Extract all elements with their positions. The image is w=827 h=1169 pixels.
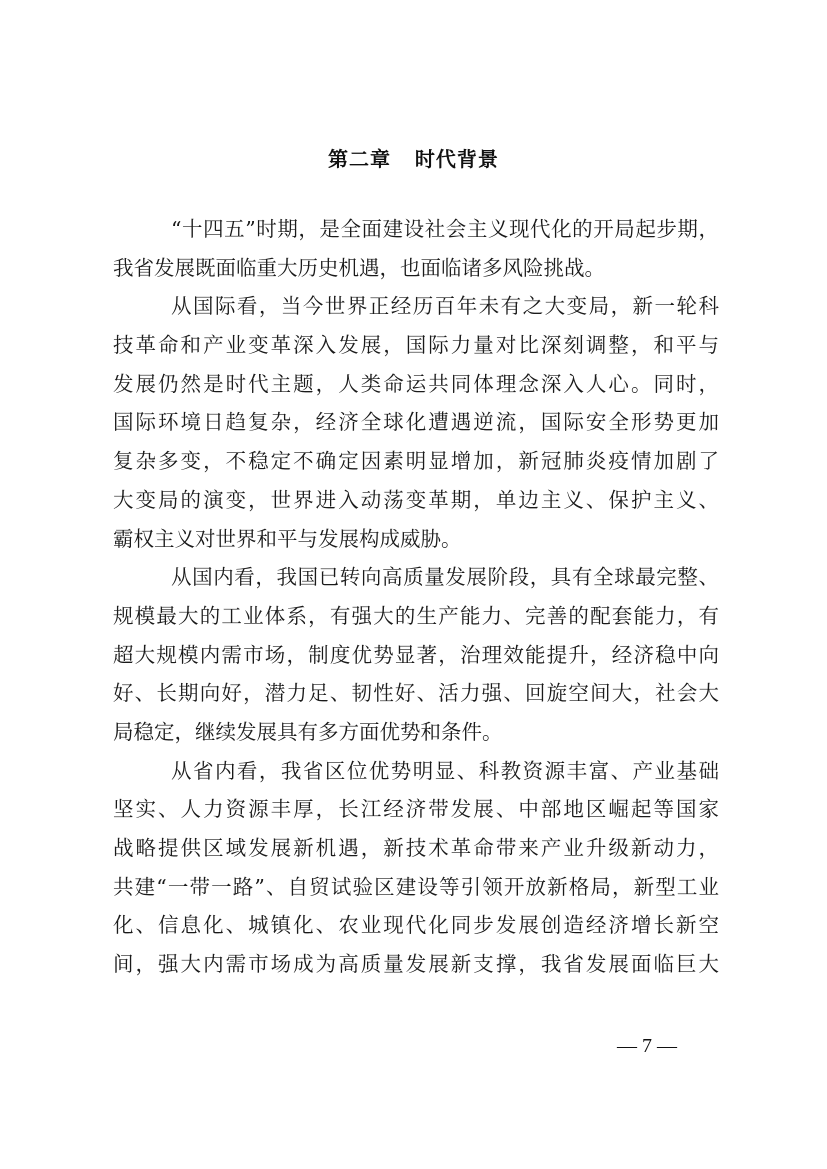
paragraph-line: 间，强大内需市场成为高质量发展新支撑，我省发展面临巨大 bbox=[113, 952, 719, 977]
paragraph-line: 从国际看，当今世界正经历百年未有之大变局，新一轮科 bbox=[171, 294, 719, 319]
paragraph-line: 局稳定，继续发展具有多方面优势和条件。 bbox=[113, 719, 503, 744]
paragraph-line: 我省发展既面临重大历史机遇，也面临诸多风险挑战。 bbox=[113, 255, 605, 280]
page-number: — 7 — bbox=[617, 1035, 677, 1057]
chapter-title: 第二章 时代背景 bbox=[328, 147, 499, 171]
paragraph-line: 从国内看，我国已转向高质量发展阶段，具有全球最完整、 bbox=[171, 565, 719, 590]
paragraph-line: 大变局的演变，世界进入动荡变革期，单边主义、保护主义、 bbox=[113, 487, 719, 512]
paragraph-line: 坚实、人力资源丰厚，长江经济带发展、中部地区崛起等国家 bbox=[113, 797, 719, 822]
paragraph-line: 战略提供区域发展新机遇，新技术革命带来产业升级新动力， bbox=[113, 836, 719, 860]
paragraph-line: 国际环境日趋复杂，经济全球化遭遇逆流，国际安全形势更加 bbox=[113, 410, 719, 435]
paragraph-line: 好、长期向好，潜力足、韧性好、活力强、回旋空间大，社会大 bbox=[113, 681, 719, 706]
paragraph-line: 超大规模内需市场，制度优势显著，治理效能提升，经济稳中向 bbox=[113, 642, 719, 667]
paragraph-line: 共建“一带一路”、自贸试验区建设等引领开放新格局，新型工业 bbox=[113, 874, 719, 899]
paragraph-line: 复杂多变，不稳定不确定因素明显增加，新冠肺炎疫情加剧了 bbox=[113, 449, 719, 474]
paragraph-line: 规模最大的工业体系，有强大的生产能力、完善的配套能力，有 bbox=[113, 603, 719, 628]
paragraph-line: 技革命和产业变革深入发展，国际力量对比深刻调整，和平与 bbox=[113, 333, 719, 358]
paragraph-line: 从省内看，我省区位优势明显、科教资源丰富、产业基础 bbox=[171, 758, 719, 783]
paragraph-line: 发展仍然是时代主题，人类命运共同体理念深入人心。同时， bbox=[113, 371, 719, 396]
paragraph-line: 化、信息化、城镇化、农业现代化同步发展创造经济增长新空 bbox=[113, 913, 719, 938]
paragraph-line: “十四五”时期，是全面建设社会主义现代化的开局起步期， bbox=[171, 217, 719, 241]
paragraph-line: 霸权主义对世界和平与发展构成威胁。 bbox=[113, 526, 462, 551]
body-text bbox=[113, 210, 719, 984]
